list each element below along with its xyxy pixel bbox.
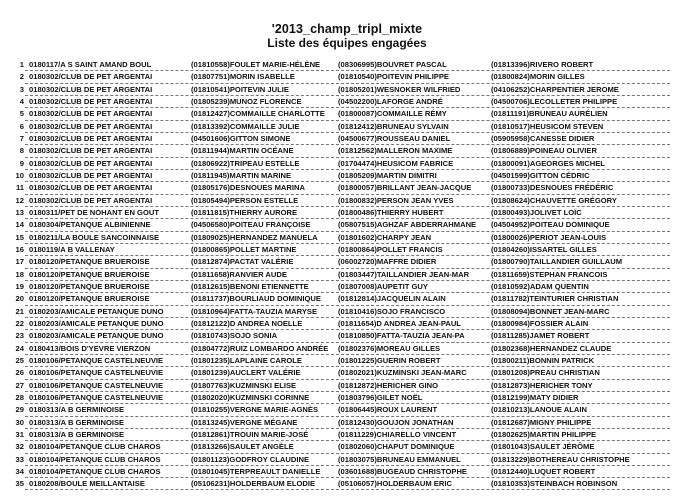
team-row	[0, 417, 694, 429]
team-club: 0180211/LA BOULE SANCOINNAISE	[29, 232, 160, 242]
team-row	[0, 293, 694, 305]
player-1: (01801235)LAPLAINE CAROLE	[191, 355, 302, 365]
player-1: (01806922)TRIPEAU ESTELLE	[191, 158, 300, 168]
player-1: (01810743)SOJO SONIA	[191, 331, 278, 341]
team-club: 0180119/A B VALLENAY	[29, 244, 115, 254]
team-number: 17	[15, 257, 24, 267]
player-1: (01802020)KUZMINSKI CORINNE	[191, 392, 310, 402]
team-number: 22	[15, 318, 24, 328]
player-2: (01811229)CHIARELLO VINCENT	[338, 429, 457, 439]
team-row	[0, 170, 694, 182]
team-number: 20	[15, 294, 24, 304]
team-number: 5	[19, 109, 24, 119]
team-row	[0, 392, 694, 404]
team-number: 30	[15, 417, 24, 427]
document-header	[0, 22, 694, 50]
team-row	[0, 404, 694, 416]
player-2: (01801225)GUERIN ROBERT	[338, 355, 441, 365]
team-number: 29	[15, 405, 24, 415]
player-2: (04502200)LAFORGE ANDRÉ	[338, 96, 443, 106]
player-3: (01800493)JOLIVET LOÏC	[491, 207, 582, 217]
player-2: (01805201)WESNOKER WILFRIED	[338, 84, 461, 94]
player-1: (01807751)MORIN ISABELLE	[191, 72, 295, 82]
team-club: 0180117/A S SAINT AMAND BOUL	[29, 60, 152, 69]
team-club: 0180203/AMICALE PETANQUE DUNO	[29, 331, 164, 341]
team-club: 0180106/PETANQUE CASTELNEUVIE	[29, 368, 164, 378]
team-club: 0180120/PETANQUE BRUEROISE	[29, 269, 150, 279]
player-3: (01811782)TEINTURIER CHRISTIAN	[491, 294, 619, 304]
player-2: (01800832)PERSON JEAN YVES	[338, 195, 454, 205]
player-2: (01812814)JACQUELIN ALAIN	[338, 294, 446, 304]
player-2: (01801602)CHARPY JEAN	[338, 232, 432, 242]
player-3: (01811285)JAMET ROBERT	[491, 331, 590, 341]
team-row	[0, 281, 694, 293]
player-2: (01803447)TAILLANDIER JEAN-MAR	[338, 269, 470, 279]
player-2: (01810540)POITEVIN PHILIPPE	[338, 72, 449, 82]
player-2: (01810850)FATTA-TAUZIA JEAN-PA	[338, 331, 465, 341]
team-row	[0, 478, 694, 490]
team-club: 0180302/CLUB DE PET ARGENTAI	[29, 121, 153, 131]
player-1: (01810558)FOULET MARIE-HÉLÈNE	[191, 60, 321, 69]
player-3: (01802368)HERNANDEZ CLAUDE	[491, 343, 612, 353]
player-2: (01812430)GOUJON JONATHAN	[338, 417, 454, 427]
player-3: (01800790)TAILLANDIER GUILLAUM	[491, 257, 623, 267]
player-3: (01810517)HEUSICOM STEVEN	[491, 121, 604, 131]
team-row	[0, 232, 694, 244]
player-3: (05905958)CANESSE DIDIER	[491, 133, 595, 143]
team-row	[0, 84, 694, 96]
team-row	[0, 121, 694, 133]
player-1: (01813245)VERGNE MÉGANE	[191, 417, 298, 427]
player-3: (01810592)ADAM QUENTIN	[491, 281, 589, 291]
player-1: (01810255)VERGNE MARIE-AGNÈS	[191, 405, 319, 415]
team-number: 32	[15, 442, 24, 452]
team-club: 0180302/CLUB DE PET ARGENTAI	[29, 109, 153, 119]
player-1: (01811945)MARTIN MARINE	[191, 170, 292, 180]
team-row	[0, 330, 694, 342]
player-3: (01812687)MIGNY PHILIPPE	[491, 417, 592, 427]
player-1: (01812615)BENONI ETIENNETTE	[191, 281, 309, 291]
player-3: (01800824)MORIN GILLES	[491, 72, 585, 82]
player-3: (01812440)LUQUET ROBERT	[491, 466, 596, 476]
player-2: (01810416)SOJO FRANCISCO	[338, 306, 446, 316]
team-row	[0, 182, 694, 194]
player-2: (01803075)BRUNEAU EMMANUEL	[338, 454, 461, 464]
team-number: 12	[15, 195, 24, 205]
team-number: 28	[15, 392, 24, 402]
player-3: (01804260)ISSARTEL GILLES	[491, 244, 597, 254]
player-2: (01800057)BRILLANT JEAN-JACQUE	[338, 183, 472, 193]
player-3: (01811659)STEPHAN FRANCOIS	[491, 269, 608, 279]
team-number: 19	[15, 281, 24, 291]
teams-table	[0, 59, 694, 490]
team-number: 1	[19, 60, 24, 69]
team-club: 0180302/CLUB DE PET ARGENTAI	[29, 84, 153, 94]
player-1: (01813266)SAULET ANGÈLE	[191, 442, 294, 452]
player-2: (05807515)AGHZAF ABDERRAHMANE	[338, 220, 477, 230]
player-1: (01810964)FATTA-TAUZIA MARYSE	[191, 306, 318, 316]
player-3: (01801043)SAULET JÉRÔME	[491, 442, 595, 452]
player-2: (01812412)BRUNEAU SYLVAIN	[338, 121, 449, 131]
team-number: 18	[15, 269, 24, 279]
team-row	[0, 343, 694, 355]
player-2: (06002720)MAFFRE DIDIER	[338, 257, 437, 267]
player-1: (01801123)GODFROY CLAUDINE	[191, 454, 310, 464]
player-3: (01800733)DESNOUES FRÉDÉRIC	[491, 183, 614, 193]
player-3: (01810213)LANOUE ALAIN	[491, 405, 587, 415]
player-1: (01809025)HERNANDEZ MANUELA	[191, 232, 318, 242]
team-number: 7	[19, 133, 24, 143]
player-1: (01812427)COMMAILLE CHARLOTTE	[191, 109, 325, 119]
player-1: (05106231)HOLDERBAUM ELODIE	[191, 479, 316, 489]
team-row	[0, 219, 694, 231]
player-2: (01802376)MOREAU GILLES	[338, 343, 441, 353]
team-club: 0180302/CLUB DE PET ARGENTAI	[29, 96, 153, 106]
player-2: (01800864)POLLET FRANCIS	[338, 244, 443, 254]
player-1: (01805494)PERSON ESTELLE	[191, 195, 299, 205]
team-number: 3	[19, 84, 24, 94]
player-1: (01812861)TROUIN MARIE-JOSÉ	[191, 429, 309, 439]
team-row	[0, 269, 694, 281]
player-2: (01812872)HERICHER GINO	[338, 380, 439, 390]
player-2: (01704474)HEUSICOM FABRICE	[338, 158, 454, 168]
player-2: (01807008)AUPETIT GUY	[338, 281, 428, 291]
team-club: 0180302/CLUB DE PET ARGENTAI	[29, 133, 153, 143]
player-2: (01803796)GILET NOËL	[338, 392, 423, 402]
team-number: 6	[19, 121, 24, 131]
player-3: (04500706)LECOLLETER PHILIPPE	[491, 96, 618, 106]
team-club: 0180120/PETANQUE BRUEROISE	[29, 281, 150, 291]
team-number: 11	[15, 183, 24, 193]
team-club: 0180203/AMICALE PETANQUE DUNO	[29, 318, 164, 328]
player-3: (01813229)BOTHEREAU CHRISTOPHE	[491, 454, 630, 464]
team-club: 0180120/PETANQUE BRUEROISE	[29, 294, 150, 304]
team-row	[0, 355, 694, 367]
player-3: (01812199)MATY DIDIER	[491, 392, 579, 402]
team-row	[0, 256, 694, 268]
player-1: (01801045)TERPREAULT DANIELLE	[191, 466, 321, 476]
player-1: (01811944)MARTIN OCÉANE	[191, 146, 294, 156]
player-3: (04501599)GITTON CÉDRIC	[491, 170, 590, 180]
team-club: 0180302/CLUB DE PET ARGENTAI	[29, 195, 153, 205]
player-3: (01808624)CHAUVETTE GRÉGORY	[491, 195, 617, 205]
player-3: (01811191)BRUNEAU AURÉLIEN	[491, 109, 608, 119]
team-number: 9	[19, 158, 24, 168]
team-row	[0, 441, 694, 453]
team-club: 0180104/PETANQUE CLUB CHAROS	[29, 454, 161, 464]
player-3: (04106252)CHARPENTIER JEROME	[491, 84, 619, 94]
player-1: (01811737)BOURLIAUD DOMINIQUE	[191, 294, 321, 304]
team-number: 27	[15, 380, 24, 390]
player-2: (01805209)MARTIN DIMITRI	[338, 170, 437, 180]
team-club: 0180106/PETANQUE CASTELNEUVIE	[29, 380, 164, 390]
player-2: (01802060)CHAPUT DOMINIQUE	[338, 442, 455, 452]
team-number: 13	[15, 207, 24, 217]
team-club: 0180104/PETANQUE CLUB CHAROS	[29, 442, 161, 452]
player-1: (01805176)DESNOUES MARINA	[191, 183, 305, 193]
team-club: 0180302/CLUB DE PET ARGENTAI	[29, 183, 153, 193]
player-1: (01807763)KUZMINSKI ELISE	[191, 380, 297, 390]
team-number: 8	[19, 146, 24, 156]
team-row	[0, 429, 694, 441]
player-3: (04504952)POITEAU DOMINIQUE	[491, 220, 610, 230]
player-1: (01800865)POLLET MARTINE	[191, 244, 297, 254]
team-row	[0, 195, 694, 207]
player-2: (01811654)D ANDREA JEAN-PAUL	[338, 318, 461, 328]
team-club: 0180313/A B GERMINOISE	[29, 417, 125, 427]
team-club: 0180413/BOIS D'YEVRE VIERZON	[29, 343, 151, 353]
team-club: 0180120/PETANQUE BRUEROISE	[29, 257, 150, 267]
player-2: (01802021)KUZMINSKI JEAN-MARC	[338, 368, 467, 378]
player-2: (01812562)MALLERON MAXIME	[338, 146, 453, 156]
player-3: (01810353)STEINBACH ROBINSON	[491, 479, 618, 489]
player-1: (01810541)POITEVIN JULIE	[191, 84, 289, 94]
player-1: (01805239)MUNOZ FLORENCE	[191, 96, 302, 106]
team-club: 0180313/A B GERMINOISE	[29, 405, 125, 415]
player-3: (01806889)POINEAU OLIVIER	[491, 146, 597, 156]
team-number: 26	[15, 368, 24, 378]
player-2: (01800486)THIERRY HUBERT	[338, 207, 444, 217]
team-row	[0, 145, 694, 157]
player-2: (05106057)HOLDERBAUM ERIC	[338, 479, 452, 489]
player-3: (01800026)PERIOT JEAN-LOUIS	[491, 232, 607, 242]
player-3: (01800211)BONNIN PATRICK	[491, 355, 595, 365]
team-row	[0, 96, 694, 108]
team-club: 0180106/PETANQUE CASTELNEUVIE	[29, 355, 164, 365]
document-title: '2013_champ_tripl_mixte	[271, 22, 423, 36]
team-number: 21	[15, 306, 24, 316]
team-club: 0180104/PETANQUE CLUB CHAROS	[29, 466, 161, 476]
player-2: (08306995)BOUVRET PASCAL	[338, 60, 447, 69]
player-3: (01800091)AGEORGES MICHEL	[491, 158, 605, 168]
team-number: 23	[15, 331, 24, 341]
player-3: (01801208)PREAU CHRISTIAN	[491, 368, 600, 378]
team-club: 0180311/PET DE NOHANT EN GOUT	[29, 207, 159, 217]
player-3: (01813396)RIVERO ROBERT	[491, 60, 594, 69]
player-1: (01812122)D ANDREA NOELLE	[191, 318, 303, 328]
player-1: (01811815)THIERRY AURORE	[191, 207, 298, 217]
team-row	[0, 306, 694, 318]
player-1: (04506580)POITEAU FRANÇOISE	[191, 220, 311, 230]
team-club: 0180106/PETANQUE CASTELNEUVIE	[29, 392, 164, 402]
team-row	[0, 59, 694, 71]
team-number: 2	[19, 72, 24, 82]
team-number: 4	[19, 96, 24, 106]
team-row	[0, 207, 694, 219]
team-row	[0, 466, 694, 478]
team-club: 0180203/AMICALE PETANQUE DUNO	[29, 306, 164, 316]
team-number: 24	[15, 343, 24, 353]
team-row	[0, 318, 694, 330]
player-1: (01804772)RUIZ LOMBARDO ANDRÉE	[191, 343, 329, 353]
team-row	[0, 244, 694, 256]
team-row	[0, 367, 694, 379]
team-number: 34	[15, 466, 24, 476]
player-1: (01811658)RANVIER AUDE	[191, 269, 287, 279]
team-number: 10	[15, 170, 24, 180]
team-number: 15	[15, 232, 24, 242]
team-row	[0, 380, 694, 392]
team-club: 0180302/CLUB DE PET ARGENTAI	[29, 170, 153, 180]
player-1: (04501606)GITTON SIMONE	[191, 133, 291, 143]
player-3: (01800984)FOSSIER ALAIN	[491, 318, 589, 328]
team-row	[0, 133, 694, 145]
team-club: 0180302/CLUB DE PET ARGENTAI	[29, 158, 153, 168]
team-number: 25	[15, 355, 24, 365]
team-number: 33	[15, 454, 24, 464]
team-number: 14	[15, 220, 24, 230]
team-row	[0, 158, 694, 170]
team-club: 0180304/PETANQUE ALBINIENNE	[29, 220, 151, 230]
player-1: (01812874)PACTAT VALÉRIE	[191, 257, 294, 267]
team-club: 0180208/BOULE MEILLANTAISE	[29, 479, 145, 489]
document-subtitle: Liste des équipes engagées	[267, 36, 427, 50]
team-number: 31	[15, 429, 24, 439]
player-3: (01802625)MARTIN PHILIPPE	[491, 429, 597, 439]
player-2: (03601688)BUGEAUD CHRISTOPHE	[338, 466, 467, 476]
player-3: (01812873)HERICHER TONY	[491, 380, 593, 390]
player-1: (01801239)AUCLERT VALÉRIE	[191, 368, 301, 378]
team-number: 35	[15, 479, 24, 489]
team-row	[0, 71, 694, 83]
player-3: (01808094)BONNET JEAN-MARC	[491, 306, 610, 316]
team-club: 0180313/A B GERMINOISE	[29, 429, 125, 439]
player-2: (01806445)ROUX LAURENT	[338, 405, 438, 415]
player-2: (01800087)COMMAILLE RÉMY	[338, 109, 447, 119]
team-club: 0180302/CLUB DE PET ARGENTAI	[29, 146, 153, 156]
player-2: (04500677)ROUSSEAU DANIEL	[338, 133, 451, 143]
team-number: 16	[15, 244, 24, 254]
team-club: 0180302/CLUB DE PET ARGENTAI	[29, 72, 153, 82]
team-row	[0, 108, 694, 120]
team-row	[0, 454, 694, 466]
player-1: (01813392)COMMAILLE JULIE	[191, 121, 300, 131]
